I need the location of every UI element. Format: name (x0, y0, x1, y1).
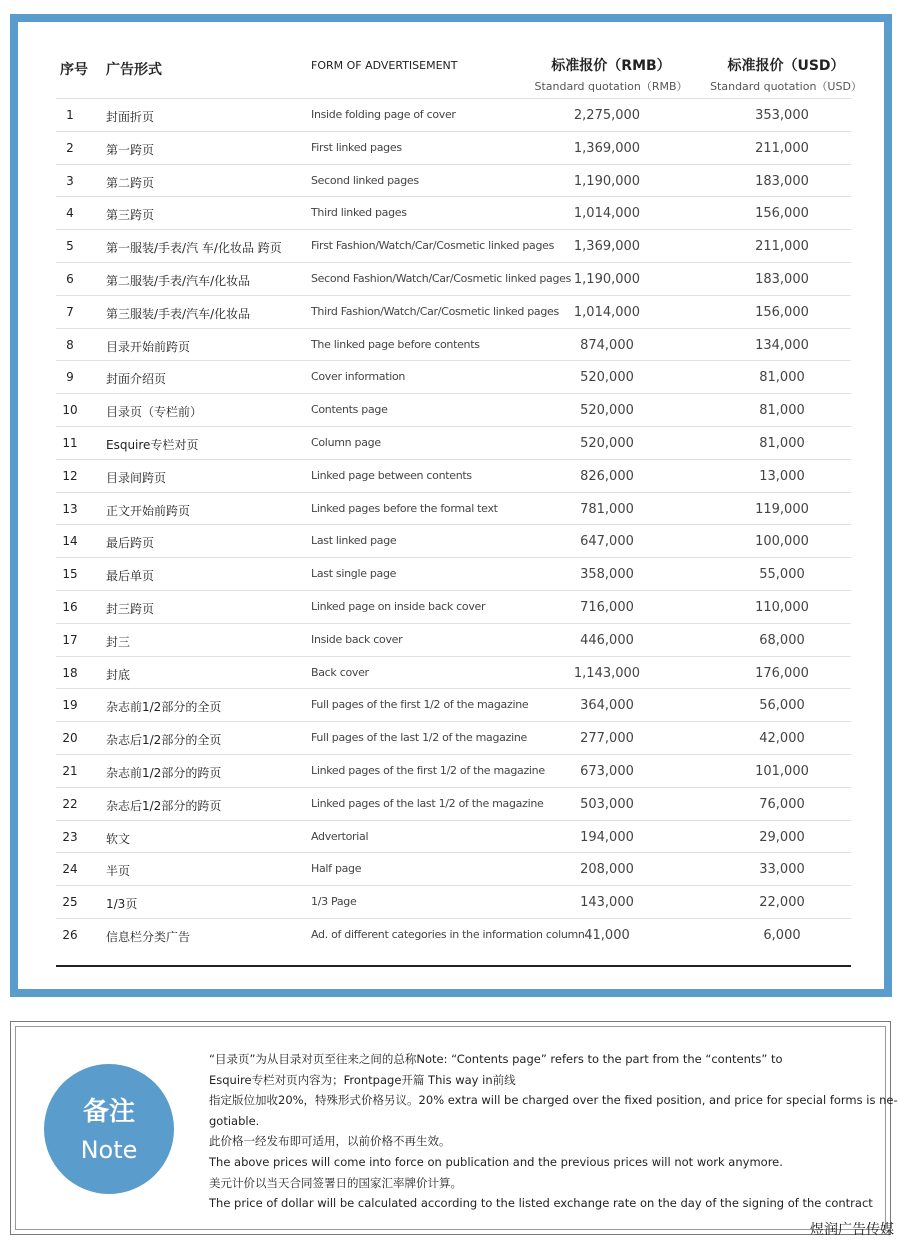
row-price-usd: 101,000 (755, 763, 809, 779)
row-form-cn: 1/3页 (106, 897, 138, 912)
table-row (56, 426, 851, 459)
note-line: Esquire专栏对页内容为；Frontpage开篇 This way in前线 (209, 1072, 516, 1087)
row-price-usd: 56,000 (759, 698, 805, 714)
row-form-en: First linked pages (311, 140, 402, 154)
row-index: 2 (66, 140, 74, 155)
note-badge-cn: 备注 (82, 1097, 135, 1127)
row-price-rmb: 1,369,000 (573, 239, 641, 255)
row-price-rmb: 520,000 (580, 370, 634, 386)
table-row (56, 623, 851, 656)
row-form-cn: 杂志后1/2部分的跨页 (106, 798, 222, 813)
row-form-en: Last single page (311, 567, 397, 581)
row-price-usd: 76,000 (759, 796, 805, 812)
row-form-cn: 封底 (106, 667, 131, 682)
note-line: gotiable. (209, 1113, 260, 1128)
header-rmb (526, 55, 696, 94)
note-line: The price of dollar will be calculated according to the listed exchange rate on the day of the signing of the contract (209, 1196, 873, 1211)
row-price-rmb: 2,275,000 (573, 108, 641, 123)
row-price-rmb: 446,000 (580, 632, 634, 648)
row-price-usd: 183,000 (755, 271, 809, 287)
row-form-cn: 目录间跨页 (106, 470, 167, 485)
row-price-rmb: 194,000 (580, 829, 634, 845)
row-index: 4 (66, 206, 74, 221)
row-price-rmb: 358,000 (580, 567, 634, 583)
header-usd-main: 标准报价（USD） (727, 58, 845, 74)
table-row (56, 262, 851, 295)
note-line: The above prices will come into force on publication and the previous prices will not work anymore. (209, 1154, 783, 1169)
table-row (56, 360, 851, 393)
header-form-en: FORM OF ADVERTISEMENT (311, 59, 458, 72)
row-index: 13 (62, 501, 78, 516)
row-form-en: Linked page on inside back cover (311, 599, 486, 613)
row-index: 17 (62, 632, 78, 647)
row-price-usd: 6,000 (763, 927, 801, 943)
row-price-rmb: 826,000 (580, 468, 634, 484)
header-rmb-sub: Standard quotation（RMB） (534, 80, 688, 93)
row-form-cn: 正文开始前跨页 (106, 503, 191, 518)
row-form-en: Linked pages of the last 1/2 of the magazine (311, 796, 544, 810)
row-form-cn: 第二服装/手表/汽车/化妆品 (106, 273, 251, 288)
note-badge (44, 1064, 174, 1194)
row-price-rmb: 673,000 (580, 763, 634, 779)
row-form-cn: Esquire专栏对页 (106, 437, 199, 452)
row-index: 22 (62, 796, 78, 811)
row-form-en: The linked page before contents (311, 337, 480, 351)
row-price-usd: 100,000 (755, 534, 809, 550)
row-price-rmb: 1,014,000 (573, 206, 641, 222)
row-form-en: Linked pages before the formal text (311, 501, 498, 515)
row-form-en: Full pages of the first 1/2 of the magazine (311, 698, 529, 712)
row-price-rmb: 208,000 (580, 862, 634, 878)
row-price-usd: 176,000 (755, 665, 809, 681)
row-form-en: Last linked page (311, 534, 397, 548)
table-row (56, 721, 851, 754)
row-form-cn: 最后跨页 (106, 536, 155, 551)
note-badge-en: Note (80, 1136, 138, 1164)
price-table-body (56, 98, 851, 951)
row-price-rmb: 716,000 (580, 599, 634, 615)
row-form-en: Cover information (311, 370, 406, 384)
table-row (56, 688, 851, 721)
row-form-cn: 信息栏分类广告 (106, 929, 191, 944)
row-form-cn: 目录页（专栏前） (106, 405, 203, 420)
row-index: 21 (62, 763, 78, 778)
row-form-en: Inside back cover (311, 632, 403, 646)
row-price-usd: 211,000 (755, 239, 809, 255)
row-index: 9 (66, 370, 74, 385)
row-price-usd: 156,000 (755, 304, 809, 320)
row-form-cn: 封三 (106, 634, 131, 649)
header-form-cn: 广告形式 (106, 62, 162, 78)
row-form-cn: 封面折页 (106, 110, 155, 124)
row-form-cn: 软文 (106, 831, 131, 846)
row-form-en: Column page (311, 435, 381, 449)
row-form-en: First Fashion/Watch/Car/Cosmetic linked pages (311, 239, 555, 253)
table-row (56, 590, 851, 623)
row-index: 15 (62, 567, 78, 582)
row-price-rmb: 277,000 (580, 731, 634, 747)
row-form-en: Second Fashion/Watch/Car/Cosmetic linked pages (311, 271, 572, 285)
row-price-rmb: 520,000 (580, 435, 634, 451)
table-row (56, 459, 851, 492)
table-row (56, 492, 851, 525)
row-form-cn: 半页 (106, 864, 131, 879)
table-row (56, 656, 851, 689)
row-index: 7 (66, 304, 74, 319)
table-row (56, 229, 851, 262)
row-index: 26 (62, 927, 78, 942)
row-index: 5 (66, 239, 74, 254)
table-row (56, 754, 851, 787)
table-row (56, 164, 851, 197)
row-price-rmb: 781,000 (580, 501, 634, 517)
table-row (56, 787, 851, 820)
header-usd-sub: Standard quotation（USD） (710, 80, 862, 93)
row-form-cn: 杂志前1/2部分的全页 (106, 700, 222, 715)
row-form-en: Back cover (311, 665, 369, 679)
row-price-rmb: 143,000 (580, 895, 634, 911)
row-price-usd: 22,000 (759, 895, 805, 911)
row-price-rmb: 1,190,000 (573, 271, 641, 287)
row-form-en: 1/3 Page (311, 895, 357, 909)
table-row (56, 328, 851, 361)
row-form-en: Full pages of the last 1/2 of the magazine (311, 731, 527, 745)
row-index: 25 (62, 895, 78, 910)
row-form-cn: 第一服装/手表/汽 车/化妆品 跨页 (106, 241, 282, 256)
row-price-usd: 81,000 (759, 370, 805, 386)
note-line: 此价格一经发布即可适用，以前价格不再生效。 (209, 1134, 451, 1149)
row-price-rmb: 874,000 (580, 337, 634, 353)
row-price-rmb: 41,000 (584, 927, 630, 943)
row-price-rmb: 647,000 (580, 534, 634, 550)
row-price-usd: 81,000 (759, 403, 805, 419)
row-form-cn: 第一跨页 (106, 142, 155, 157)
row-index: 23 (62, 829, 78, 844)
row-form-cn: 封面介绍页 (106, 372, 167, 387)
row-price-usd: 119,000 (755, 501, 809, 517)
row-index: 24 (62, 862, 78, 877)
header-index: 序号 (60, 62, 88, 78)
row-price-usd: 134,000 (755, 337, 809, 353)
table-row (56, 393, 851, 426)
table-row (56, 918, 851, 951)
row-price-usd: 42,000 (759, 731, 805, 747)
row-index: 11 (62, 435, 78, 450)
watermark: 煜润广告传媒 (810, 1222, 894, 1238)
table-row (56, 557, 851, 590)
row-price-usd: 29,000 (759, 829, 805, 845)
row-index: 1 (66, 108, 74, 122)
table-row (56, 196, 851, 229)
row-form-cn: 杂志后1/2部分的全页 (106, 733, 222, 748)
table-row (56, 524, 851, 557)
row-price-rmb: 1,014,000 (573, 304, 641, 320)
row-form-en: Contents page (311, 403, 388, 417)
row-index: 18 (62, 665, 78, 680)
row-price-usd: 211,000 (755, 140, 809, 156)
table-row (56, 852, 851, 885)
row-price-usd: 183,000 (755, 173, 809, 189)
table-bottom-rule (56, 965, 851, 967)
row-form-en: Ad. of different categories in the information column (311, 927, 585, 941)
row-form-cn: 封三跨页 (106, 601, 155, 616)
row-price-rmb: 503,000 (580, 796, 634, 812)
row-price-usd: 353,000 (755, 108, 809, 123)
header-rmb-main: 标准报价（RMB） (551, 58, 671, 74)
row-index: 19 (62, 698, 78, 713)
row-form-en: Inside folding page of cover (311, 108, 456, 121)
row-index: 3 (66, 173, 74, 188)
table-row (56, 295, 851, 328)
row-form-cn: 目录开始前跨页 (106, 339, 191, 354)
row-price-rmb: 1,369,000 (573, 140, 641, 156)
row-index: 8 (66, 337, 74, 352)
row-form-en: Linked pages of the first 1/2 of the magazine (311, 763, 545, 777)
note-box (10, 1021, 898, 1235)
row-form-cn: 最后单页 (106, 569, 155, 584)
row-price-rmb: 1,143,000 (573, 665, 641, 681)
row-index: 16 (62, 599, 78, 614)
table-row (56, 131, 851, 164)
row-index: 20 (62, 731, 78, 746)
price-table-frame (10, 14, 892, 997)
row-form-cn: 第二跨页 (106, 175, 155, 190)
row-price-usd: 68,000 (759, 632, 805, 648)
row-price-usd: 55,000 (759, 567, 805, 583)
row-index: 6 (66, 271, 74, 286)
row-form-cn: 杂志前1/2部分的跨页 (106, 765, 222, 780)
row-price-rmb: 364,000 (580, 698, 634, 714)
row-price-usd: 156,000 (755, 206, 809, 222)
row-index: 12 (62, 468, 78, 483)
note-line: 美元计价以当天合同签署日的国家汇率牌价计算。 (209, 1175, 462, 1190)
row-price-usd: 110,000 (755, 599, 809, 615)
note-line: 指定版位加收20%，特殊形式价格另议。20% extra will be charged over the fixed position, and price for special forms is ne- (209, 1093, 898, 1108)
row-form-cn: 第三跨页 (106, 208, 155, 223)
row-index: 10 (62, 403, 78, 418)
row-form-en: Third Fashion/Watch/Car/Cosmetic linked pages (311, 304, 559, 318)
row-price-rmb: 1,190,000 (573, 173, 641, 189)
row-form-en: Linked page between contents (311, 468, 472, 482)
row-form-en: Half page (311, 862, 362, 876)
table-row (56, 820, 851, 853)
row-price-usd: 33,000 (759, 862, 805, 878)
note-text (209, 1049, 898, 1214)
row-price-rmb: 520,000 (580, 403, 634, 419)
table-row (56, 98, 851, 131)
row-form-en: Second linked pages (311, 173, 419, 187)
note-line: “目录页”为从目录对页至往来之间的总称Note: “Contents page” refers to the part from the “contents” to (209, 1052, 783, 1066)
row-price-usd: 13,000 (759, 468, 805, 484)
header-usd (701, 55, 871, 94)
row-form-cn: 第三服装/手表/汽车/化妆品 (106, 306, 251, 321)
table-row (56, 885, 851, 918)
row-form-en: Advertorial (311, 829, 369, 843)
row-price-usd: 81,000 (759, 435, 805, 451)
row-index: 14 (62, 534, 78, 549)
row-form-en: Third linked pages (311, 206, 407, 220)
